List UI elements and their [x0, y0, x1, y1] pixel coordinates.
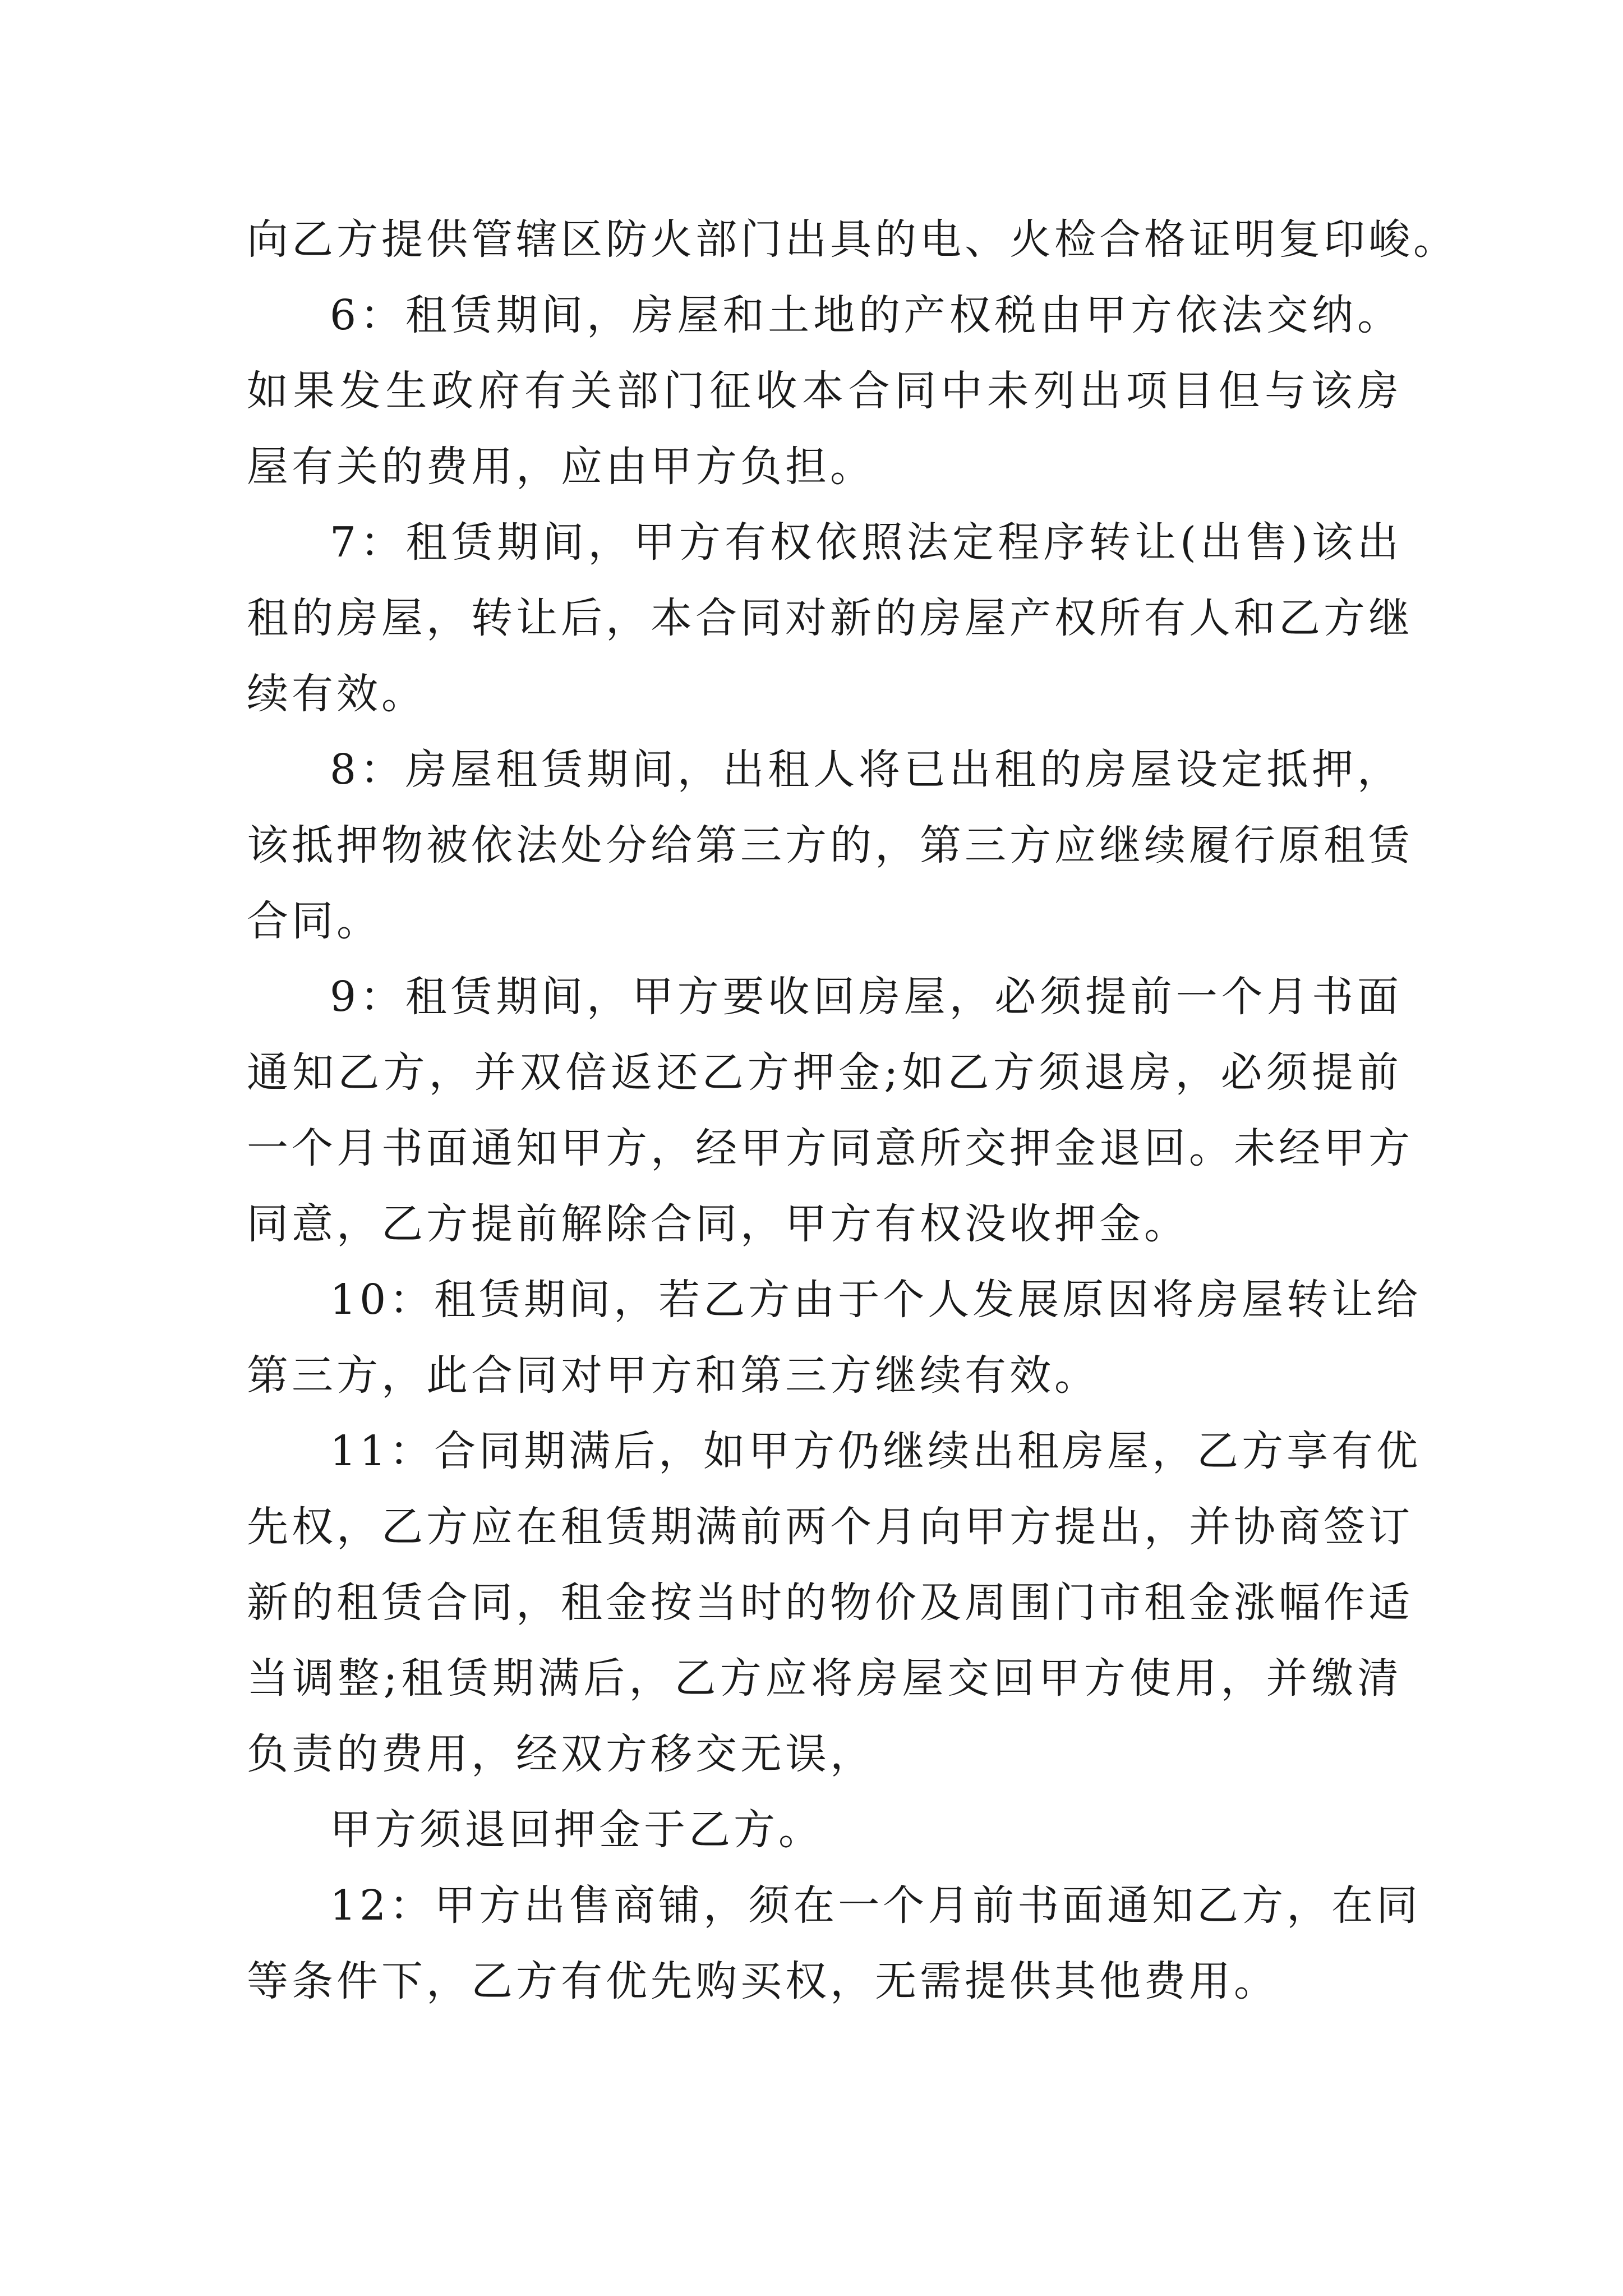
text-line: 续有效。: [247, 670, 426, 718]
document-body: [247, 202, 1458, 2019]
paragraph-p5-cont: [247, 202, 1458, 278]
text-line: 12：甲方出售商铺，须在一个月前书面通知乙方，在同: [330, 1881, 1422, 1930]
text-line: 租的房屋，转让后，本合同对新的房屋产权所有人和乙方继: [247, 594, 1413, 642]
text-line: 如果发生政府有关部门征收本合同中未列出项目但与该房: [247, 367, 1402, 415]
text-line: 8：房屋租赁期间，出租人将已出租的房屋设定抵押，: [330, 746, 1402, 794]
text-line: 一个月书面通知甲方，经甲方同意所交押金退回。未经甲方: [247, 1124, 1413, 1172]
text-line: 当调整;租赁期满后，乙方应将房屋交回甲方使用，并缴清: [247, 1654, 1402, 1703]
text-line: 先权，乙方应在租赁期满前两个月向甲方提出，并协商签订: [247, 1503, 1413, 1551]
text-line: 该抵押物被依法处分给第三方的，第三方应继续履行原租赁: [247, 821, 1413, 869]
text-line: 10：租赁期间，若乙方由于个人发展原因将房屋转让给: [330, 1276, 1422, 1324]
text-line: 等条件下，乙方有优先购买权，无需提供其他费用。: [247, 1957, 1279, 2005]
paragraph-p8: [247, 732, 1413, 959]
text-line: 向乙方提供管辖区防火部门出具的电、火检合格证明复印峻。: [247, 215, 1458, 264]
text-line: 通知乙方，并双倍返还乙方押金;如乙方须退房，必须提前: [247, 1048, 1402, 1097]
paragraph-p9: [247, 959, 1413, 1262]
text-line: 负责的费用，经双方移交无误，: [247, 1730, 875, 1778]
text-line: 11：合同期满后，如甲方仍继续出租房屋，乙方享有优: [330, 1427, 1422, 1475]
paragraph-p6: [247, 278, 1402, 505]
paragraph-p11b: [247, 1792, 1402, 1868]
text-line: 同意，乙方提前解除合同，甲方有权没收押金。: [247, 1200, 1189, 1248]
paragraph-p7: [247, 505, 1413, 732]
text-line: 6：租赁期间，房屋和土地的产权税由甲方依法交纳。: [330, 291, 1402, 339]
text-line: 7：租赁期间，甲方有权依照法定程序转让(出售)该出: [330, 518, 1402, 567]
text-line: 屋有关的费用，应由甲方负担。: [247, 443, 875, 491]
text-line: 第三方，此合同对甲方和第三方继续有效。: [247, 1351, 1099, 1400]
paragraph-p12: [247, 1868, 1422, 2019]
text-line: 新的租赁合同，租金按当时的物价及周围门市租金涨幅作适: [247, 1579, 1413, 1627]
paragraph-p11: [247, 1414, 1422, 1792]
text-line: 9：租赁期间，甲方要收回房屋，必须提前一个月书面: [330, 973, 1402, 1021]
text-line: 合同。: [247, 897, 381, 945]
paragraph-p10: [247, 1262, 1422, 1414]
text-line: 甲方须退回押金于乙方。: [330, 1806, 823, 1854]
